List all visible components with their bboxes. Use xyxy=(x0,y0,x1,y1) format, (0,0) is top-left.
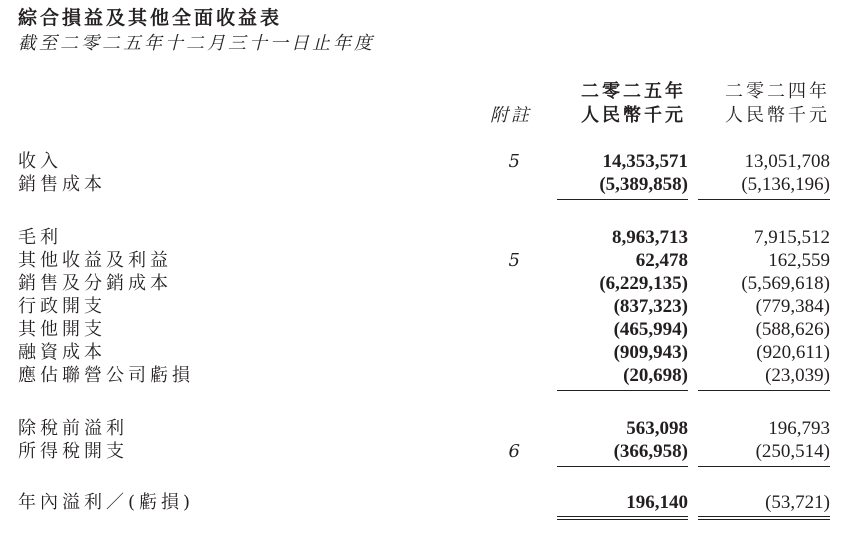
row-label: 銷售及分銷成本 xyxy=(18,273,172,294)
value-2024: (5,569,618) xyxy=(741,273,830,294)
value-2024: 162,559 xyxy=(768,250,830,271)
subtotal-rule xyxy=(698,466,830,467)
table-row xyxy=(0,226,851,249)
row-label: 所得稅開支 xyxy=(18,441,128,462)
table-row xyxy=(0,364,851,387)
row-label: 融資成本 xyxy=(18,342,106,363)
total-double-rule xyxy=(557,516,688,520)
table-row xyxy=(0,249,851,272)
total-double-rule xyxy=(698,516,830,520)
value-2025: (5,389,858) xyxy=(599,174,688,195)
subtotal-rule xyxy=(557,390,688,391)
value-2024: (588,626) xyxy=(755,319,830,340)
subtotal-rule xyxy=(698,199,830,200)
row-label: 應佔聯營公司虧損 xyxy=(18,365,194,386)
statement-subtitle: 截至二零二五年十二月三十一日止年度 xyxy=(18,33,375,54)
statement-title: 綜合損益及其他全面收益表 xyxy=(18,7,283,29)
value-2024: (53,721) xyxy=(765,492,830,513)
table-row xyxy=(0,417,851,440)
table-row xyxy=(0,341,851,364)
value-2025: 196,140 xyxy=(626,492,688,513)
subtotal-rule xyxy=(698,390,830,391)
value-2024: (250,514) xyxy=(755,441,830,462)
value-2024: (23,039) xyxy=(765,365,830,386)
value-2025: (366,958) xyxy=(613,441,688,462)
value-2025: 62,478 xyxy=(635,250,688,271)
value-2024: 196,793 xyxy=(768,418,830,439)
row-label: 毛利 xyxy=(18,227,62,248)
value-2025: (837,323) xyxy=(613,296,688,317)
value-2024: 7,915,512 xyxy=(754,227,830,248)
currency-2024-header: 人民幣千元 xyxy=(725,105,830,126)
table-row xyxy=(0,173,851,196)
row-label: 收入 xyxy=(18,151,62,172)
value-2025: 563,098 xyxy=(626,418,688,439)
year-2025-header: 二零二五年 xyxy=(581,81,686,102)
row-note: 6 xyxy=(508,441,520,462)
table-row xyxy=(0,295,851,318)
table-row xyxy=(0,150,851,173)
currency-2025-header: 人民幣千元 xyxy=(581,105,686,126)
value-2025: (465,994) xyxy=(613,319,688,340)
row-label: 年內溢利／(虧損) xyxy=(18,492,195,513)
value-2024: (920,611) xyxy=(756,342,830,363)
row-label: 銷售成本 xyxy=(18,174,106,195)
row-label: 行政開支 xyxy=(18,296,106,317)
value-2025: 8,963,713 xyxy=(612,227,688,248)
table-row xyxy=(0,440,851,463)
table-row xyxy=(0,318,851,341)
value-2025: (909,943) xyxy=(613,342,688,363)
value-2024: 13,051,708 xyxy=(744,151,830,172)
year-2024-header: 二零二四年 xyxy=(725,81,830,102)
value-2025: (20,698) xyxy=(623,365,688,386)
value-2025: 14,353,571 xyxy=(602,151,688,172)
table-row xyxy=(0,272,851,295)
row-note: 5 xyxy=(508,250,520,271)
subtotal-rule xyxy=(557,466,688,467)
row-note: 5 xyxy=(508,151,520,172)
row-label: 除稅前溢利 xyxy=(18,418,128,439)
value-2024: (5,136,196) xyxy=(741,174,830,195)
table-row xyxy=(0,491,851,514)
row-label: 其他開支 xyxy=(18,319,106,340)
value-2024: (779,384) xyxy=(755,296,830,317)
row-label: 其他收益及利益 xyxy=(18,250,172,271)
note-column-header: 附註 xyxy=(490,105,532,126)
value-2025: (6,229,135) xyxy=(599,273,688,294)
subtotal-rule xyxy=(557,199,688,200)
